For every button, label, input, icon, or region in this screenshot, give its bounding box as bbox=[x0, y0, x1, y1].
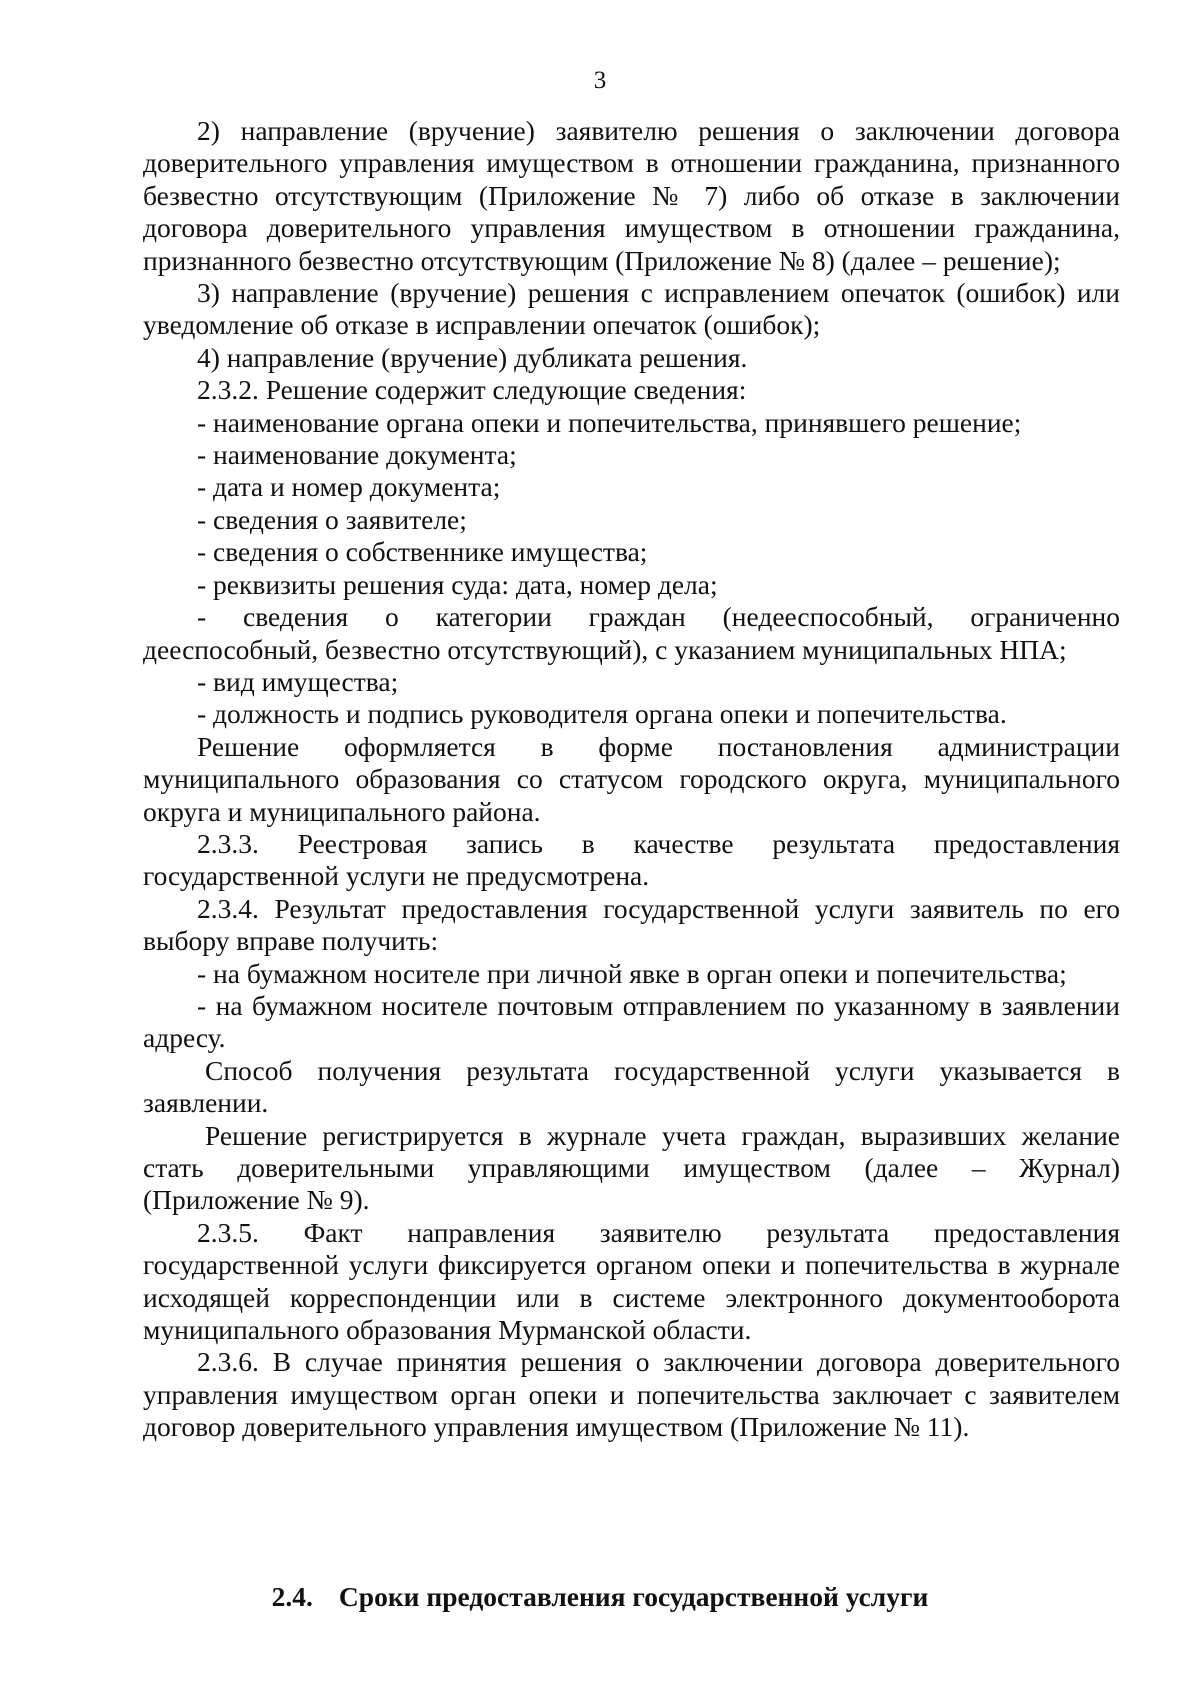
document-body bbox=[143, 115, 1120, 1444]
section-title: Сроки предоставления государственной услуги bbox=[338, 1581, 929, 1612]
paragraph-receipt-method: Способ получения результата государственной услуги указывается в заявлении. bbox=[143, 1054, 1120, 1119]
paragraph-result-correction: 3) направление (вручение) решения с исправлением опечаток (ошибок) или уведомление об отказе в исправлении опечаток (ошибок); bbox=[143, 277, 1120, 341]
paragraph-registration: Решение регистрируется в журнале учета граждан, выразивших желание стать доверительными управляющими имуществом (далее – Журнал) (Приложение № 9). bbox=[143, 1119, 1120, 1216]
list-item: - вид имущества; bbox=[197, 665, 399, 697]
section-heading bbox=[0, 1580, 1200, 1614]
page-number: 3 bbox=[593, 67, 607, 94]
list-item: - сведения о категории граждан (недееспособный, ограниченно дееспособный, безвестно отсутствующий), с указанием муниципальных НПА; bbox=[143, 601, 1120, 665]
list-item: - на бумажном носителе почтовым отправлением по указанному в заявлении адресу. bbox=[143, 989, 1120, 1054]
list-item: - реквизиты решения суда: дата, номер дела; bbox=[197, 568, 718, 600]
paragraph-2-3-2: 2.3.2. Решение содержит следующие сведения: bbox=[197, 374, 747, 406]
paragraph-decision-form: Решение оформляется в форме постановления администрации муниципального образования со статусом городского округа, муниципального округа и муниципального района. bbox=[143, 730, 1120, 827]
list-item: - сведения о собственнике имущества; bbox=[197, 536, 648, 568]
list-item: - наименование органа опеки и попечительства, принявшего решение; bbox=[197, 406, 1022, 438]
list-item: - наименование документа; bbox=[197, 439, 517, 471]
paragraph-2-3-3: 2.3.3. Реестровая запись в качестве результата предоставления государственной услуги не предусмотрена. bbox=[143, 827, 1120, 892]
list-item: - сведения о заявителе; bbox=[197, 503, 467, 535]
list-item: - дата и номер документа; bbox=[197, 471, 501, 503]
paragraph-2-3-4: 2.3.4. Результат предоставления государственной услуги заявитель по его выбору вправе получить: bbox=[143, 892, 1120, 957]
list-item: - на бумажном носителе при личной явке в орган опеки и попечительства; bbox=[197, 957, 1067, 989]
paragraph-result-decision: 2) направление (вручение) заявителю решения о заключении договора доверительного управления имуществом в отношении гражданина, признанного безвестно отсутствующим (Приложение № 7) либо об отказе в заключении договора доверительного управления имуществом в отношении гражданина, признанного безвестно отсутствующим (Приложение № 8) (далее – решение); bbox=[143, 115, 1120, 276]
paragraph-2-3-6: 2.3.6. В случае принятия решения о заключении договора доверительного управления имуществом орган опеки и попечительства заключает с заявителем договор доверительного управления имуществом (Приложение № 11). bbox=[143, 1346, 1120, 1443]
section-number: 2.4. bbox=[271, 1581, 313, 1612]
list-item: - должность и подпись руководителя органа опеки и попечительства. bbox=[197, 698, 1007, 730]
paragraph-2-3-5: 2.3.5. Факт направления заявителю результата предоставления государственной услуги фиксируется органом опеки и попечительства в журнале исходящей корреспонденции или в системе электронного документооборота муниципального образования Мурманской области. bbox=[143, 1216, 1120, 1346]
paragraph-result-duplicate: 4) направление (вручение) дубликата решения. bbox=[197, 341, 748, 373]
